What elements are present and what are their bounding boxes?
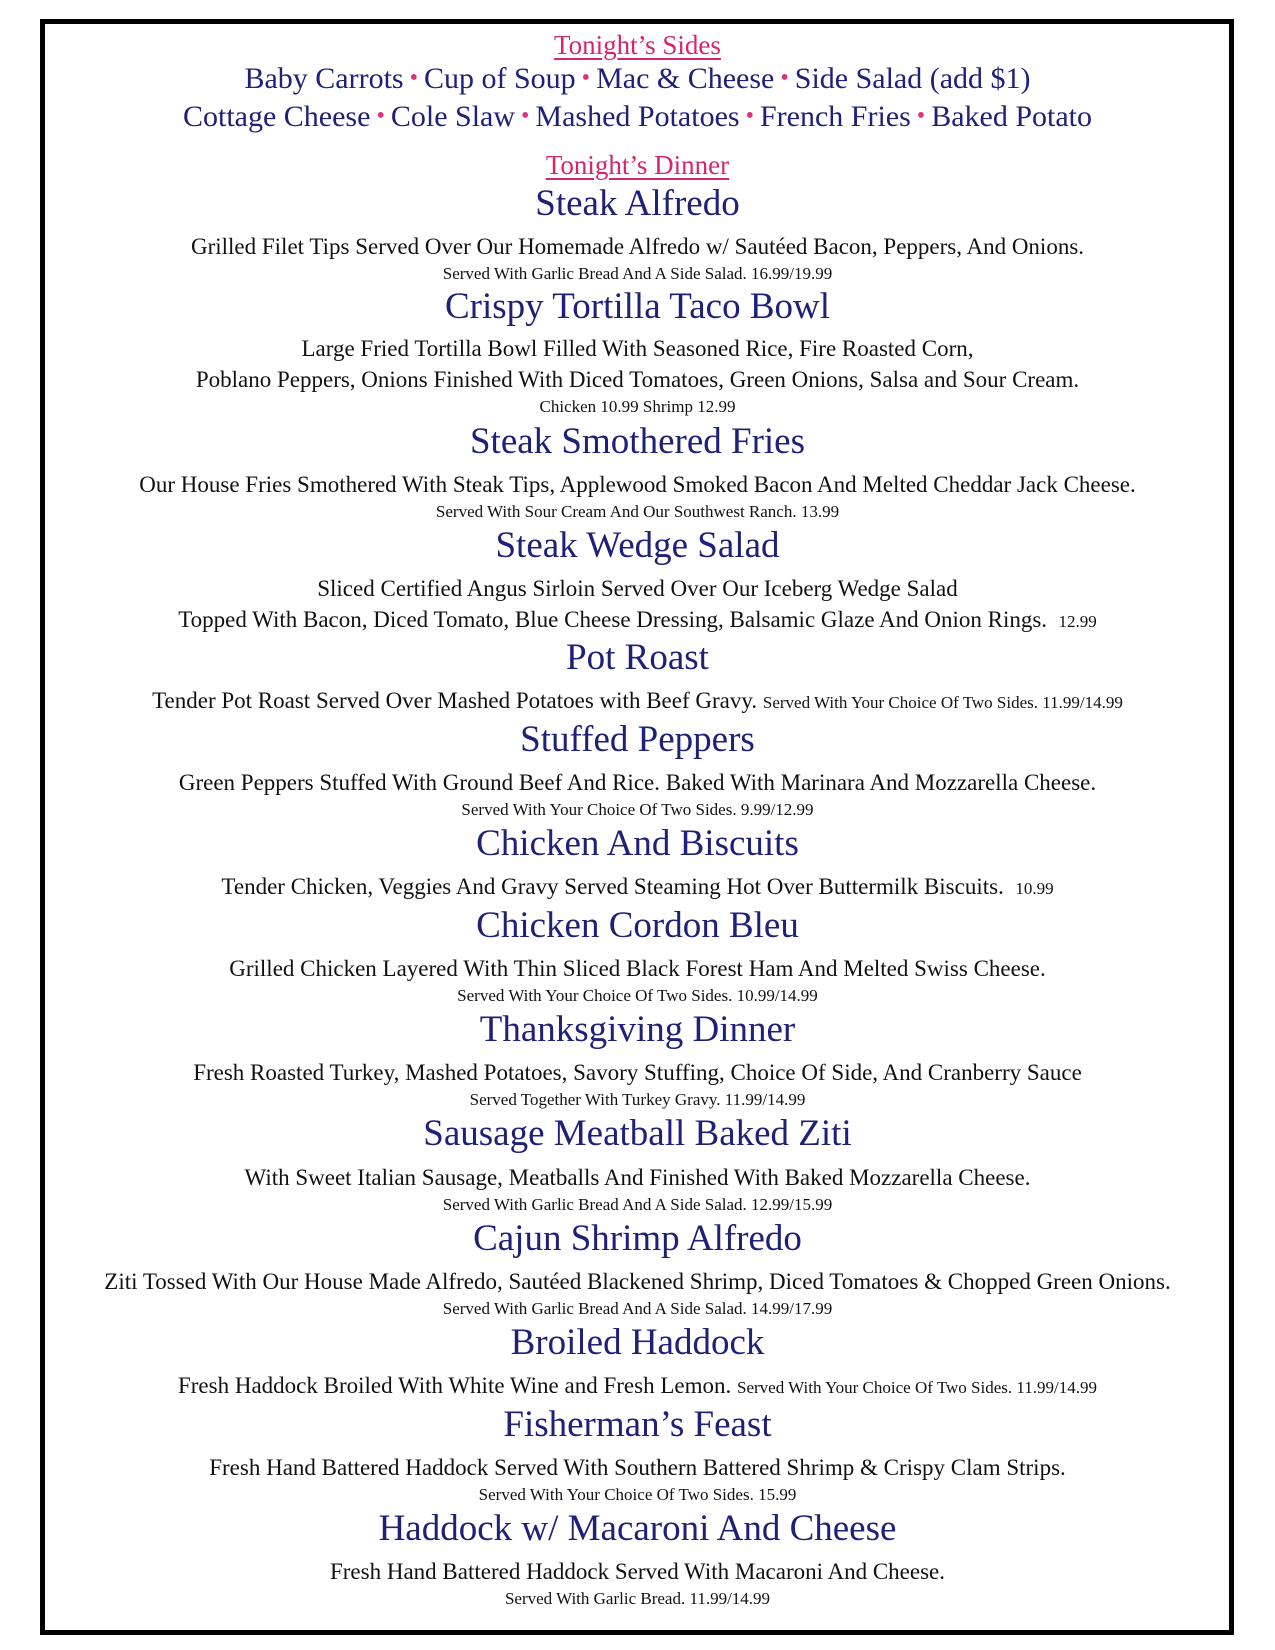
side-item: Side Salad (add $1): [794, 62, 1031, 95]
side-item: Cole Slaw: [390, 100, 516, 133]
dish-description-line: [0, 607, 1275, 633]
sides-heading: Tonight’s Sides: [554, 30, 721, 60]
dish-description: Topped With Bacon, Diced Tomato, Blue Cheese Dressing, Balsamic Glaze And Onion Rings.: [178, 607, 1048, 632]
dish-title: Chicken And Biscuits: [476, 823, 799, 864]
dish-title: Stuffed Peppers: [520, 719, 755, 760]
bullet-separator: •: [745, 103, 754, 129]
dish-price-note: Chicken 10.99 Shrimp 12.99: [539, 397, 736, 416]
dish-price-note: Served With Sour Cream And Our Southwest Ranch. 13.99: [435, 502, 840, 521]
dish-title: Chicken Cordon Bleu: [476, 905, 799, 946]
dish-title: Fisherman’s Feast: [503, 1404, 772, 1445]
dish-price-note: Served Together With Turkey Gravy. 11.99/14.99: [469, 1090, 806, 1109]
sides-line-2: [0, 100, 1275, 134]
dish-title: Pot Roast: [566, 637, 709, 678]
dish-title: Cajun Shrimp Alfredo: [473, 1218, 802, 1259]
dish-description: Fresh Haddock Broiled With White Wine and Fresh Lemon.: [177, 1373, 732, 1398]
dish-description: With Sweet Italian Sausage, Meatballs And Finished With Baked Mozzarella Cheese.: [244, 1165, 1031, 1190]
sides-line-1: [0, 62, 1275, 96]
dish-title: Sausage Meatball Baked Ziti: [423, 1113, 852, 1154]
side-item: French Fries: [759, 100, 911, 133]
dish-price-note: Served With Your Choice Of Two Sides. 10.99/14.99: [457, 986, 818, 1005]
dish-title: Steak Smothered Fries: [469, 421, 805, 462]
dish-description: Tender Pot Roast Served Over Mashed Potatoes with Beef Gravy.: [152, 688, 758, 713]
bullet-separator: •: [916, 103, 926, 129]
dish-title: Crispy Tortilla Taco Bowl: [444, 286, 830, 327]
bullet-separator: •: [521, 103, 530, 129]
dish-description-line: [0, 874, 1275, 900]
dish-description-line: [0, 688, 1275, 714]
side-item: Baked Potato: [931, 100, 1092, 133]
dish-description: Sliced Certified Angus Sirloin Served Over Our Iceberg Wedge Salad: [317, 576, 958, 601]
dish-description: Fresh Hand Battered Haddock Served With Macaroni And Cheese.: [329, 1559, 945, 1584]
dish-price-note: Served With Your Choice Of Two Sides. 11.99/14.99: [762, 693, 1123, 712]
dish-description: Large Fried Tortilla Bowl Filled With Seasoned Rice, Fire Roasted Corn,: [301, 336, 974, 361]
dish-description: Tender Chicken, Veggies And Gravy Served Steaming Hot Over Buttermilk Biscuits.: [221, 874, 1004, 899]
dish-description: Fresh Roasted Turkey, Mashed Potatoes, Savory Stuffing, Choice Of Side, And Cranberry Sauce: [193, 1060, 1082, 1085]
dish-price-note: Served With Garlic Bread. 11.99/14.99: [504, 1589, 771, 1608]
dish-price: 10.99: [1015, 879, 1054, 898]
dish-price-note: Served With Your Choice Of Two Sides. 11.99/14.99: [736, 1378, 1097, 1397]
bullet-separator: •: [581, 65, 591, 91]
side-item: Mac & Cheese: [596, 62, 775, 95]
dish-price-note: Served With Your Choice Of Two Sides. 9.99/12.99: [461, 800, 814, 819]
side-item: Baby Carrots: [244, 62, 404, 95]
dish-price-note: Served With Garlic Bread And A Side Salad. 14.99/17.99: [442, 1299, 833, 1318]
dish-title: Thanksgiving Dinner: [479, 1009, 796, 1050]
dish-price-note: Served With Garlic Bread And A Side Salad. 16.99/19.99: [442, 264, 833, 283]
bullet-separator: •: [376, 103, 385, 129]
dish-title: Haddock w/ Macaroni And Cheese: [378, 1508, 897, 1549]
side-item: Cottage Cheese: [182, 100, 371, 133]
bullet-separator: •: [780, 65, 789, 91]
dish-description: Poblano Peppers, Onions Finished With Diced Tomatoes, Green Onions, Salsa and Sour Cream.: [195, 367, 1080, 392]
dish-description: Green Peppers Stuffed With Ground Beef And Rice. Baked With Marinara And Mozzarella Cheese.: [178, 770, 1097, 795]
dish-price: 12.99: [1058, 612, 1097, 631]
bullet-separator: •: [409, 65, 418, 91]
dish-description: Grilled Chicken Layered With Thin Sliced Black Forest Ham And Melted Swiss Cheese.: [229, 956, 1046, 981]
side-item: Cup of Soup: [423, 62, 576, 95]
dish-title: Broiled Haddock: [510, 1322, 765, 1363]
dish-title: Steak Alfredo: [535, 183, 740, 224]
side-item: Mashed Potatoes: [535, 100, 740, 133]
dish-title: Steak Wedge Salad: [495, 525, 780, 566]
dish-description: Grilled Filet Tips Served Over Our Homemade Alfredo w/ Sautéed Bacon, Peppers, And Onions.: [190, 234, 1085, 259]
dish-price-note: Served With Garlic Bread And A Side Salad. 12.99/15.99: [442, 1195, 833, 1214]
dinner-heading: Tonight’s Dinner: [545, 150, 730, 180]
dish-description: Fresh Hand Battered Haddock Served With Southern Battered Shrimp & Crispy Clam Strips.: [209, 1455, 1066, 1480]
dish-description-line: [0, 1373, 1275, 1399]
dish-description: Ziti Tossed With Our House Made Alfredo, Sautéed Blackened Shrimp, Diced Tomatoes & Chopped Green Onions.: [104, 1269, 1171, 1294]
dish-description: Our House Fries Smothered With Steak Tips, Applewood Smoked Bacon And Melted Cheddar Jack Cheese.: [139, 472, 1136, 497]
dish-price-note: Served With Your Choice Of Two Sides. 15.99: [478, 1485, 797, 1504]
